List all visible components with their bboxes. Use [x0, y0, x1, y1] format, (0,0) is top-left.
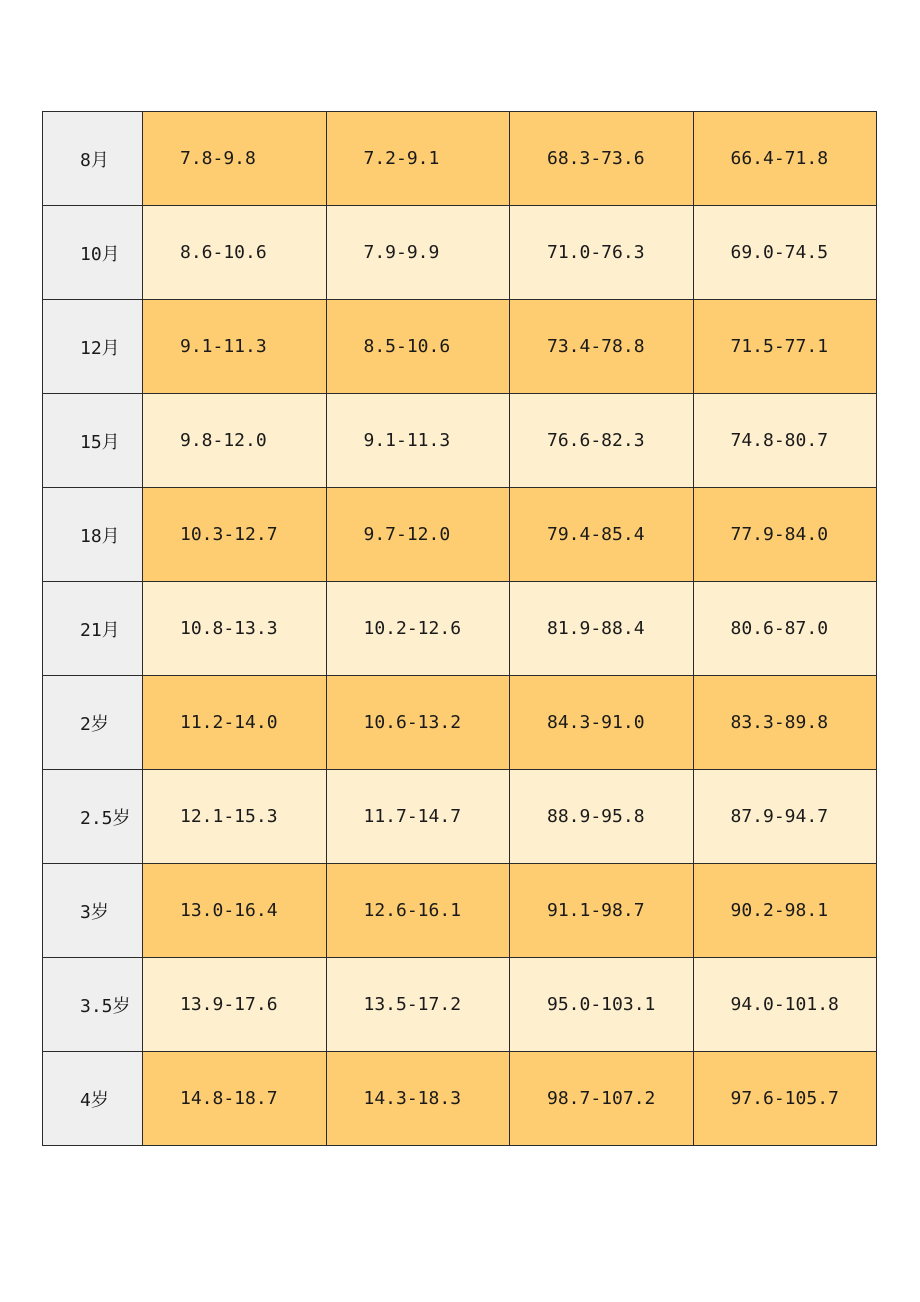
table-row — [43, 300, 877, 394]
value-cell: 9.8-12.0 — [143, 394, 327, 488]
value-cell: 87.9-94.7 — [693, 770, 877, 864]
age-cell: 10月 — [43, 206, 143, 300]
value-cell: 91.1-98.7 — [510, 864, 694, 958]
table-row — [43, 394, 877, 488]
value-cell: 10.6-13.2 — [326, 676, 510, 770]
age-cell: 18月 — [43, 488, 143, 582]
value-cell: 13.9-17.6 — [143, 958, 327, 1052]
table-row — [43, 582, 877, 676]
value-cell: 7.9-9.9 — [326, 206, 510, 300]
table-row — [43, 112, 877, 206]
value-cell: 14.8-18.7 — [143, 1052, 327, 1146]
value-cell: 98.7-107.2 — [510, 1052, 694, 1146]
age-cell: 3岁 — [43, 864, 143, 958]
value-cell: 79.4-85.4 — [510, 488, 694, 582]
value-cell: 12.1-15.3 — [143, 770, 327, 864]
age-cell: 2岁 — [43, 676, 143, 770]
table-row — [43, 770, 877, 864]
value-cell: 7.8-9.8 — [143, 112, 327, 206]
value-cell: 13.5-17.2 — [326, 958, 510, 1052]
value-cell: 66.4-71.8 — [693, 112, 877, 206]
age-cell: 21月 — [43, 582, 143, 676]
value-cell: 13.0-16.4 — [143, 864, 327, 958]
value-cell: 9.1-11.3 — [143, 300, 327, 394]
value-cell: 95.0-103.1 — [510, 958, 694, 1052]
value-cell: 71.0-76.3 — [510, 206, 694, 300]
value-cell: 84.3-91.0 — [510, 676, 694, 770]
value-cell: 11.7-14.7 — [326, 770, 510, 864]
value-cell: 8.5-10.6 — [326, 300, 510, 394]
value-cell: 97.6-105.7 — [693, 1052, 877, 1146]
table-row — [43, 958, 877, 1052]
value-cell: 8.6-10.6 — [143, 206, 327, 300]
table-body — [43, 112, 877, 1146]
table-row — [43, 488, 877, 582]
value-cell: 68.3-73.6 — [510, 112, 694, 206]
value-cell: 74.8-80.7 — [693, 394, 877, 488]
value-cell: 10.3-12.7 — [143, 488, 327, 582]
value-cell: 10.8-13.3 — [143, 582, 327, 676]
value-cell: 90.2-98.1 — [693, 864, 877, 958]
age-cell: 3.5岁 — [43, 958, 143, 1052]
value-cell: 80.6-87.0 — [693, 582, 877, 676]
age-cell: 4岁 — [43, 1052, 143, 1146]
value-cell: 12.6-16.1 — [326, 864, 510, 958]
table-row — [43, 206, 877, 300]
value-cell: 7.2-9.1 — [326, 112, 510, 206]
age-cell: 2.5岁 — [43, 770, 143, 864]
value-cell: 77.9-84.0 — [693, 488, 877, 582]
table-row — [43, 1052, 877, 1146]
value-cell: 69.0-74.5 — [693, 206, 877, 300]
value-cell: 81.9-88.4 — [510, 582, 694, 676]
table-row — [43, 864, 877, 958]
value-cell: 71.5-77.1 — [693, 300, 877, 394]
age-cell: 8月 — [43, 112, 143, 206]
value-cell: 9.7-12.0 — [326, 488, 510, 582]
value-cell: 14.3-18.3 — [326, 1052, 510, 1146]
table-row — [43, 676, 877, 770]
value-cell: 83.3-89.8 — [693, 676, 877, 770]
value-cell: 9.1-11.3 — [326, 394, 510, 488]
value-cell: 10.2-12.6 — [326, 582, 510, 676]
growth-standard-table — [42, 111, 877, 1146]
value-cell: 88.9-95.8 — [510, 770, 694, 864]
value-cell: 94.0-101.8 — [693, 958, 877, 1052]
value-cell: 11.2-14.0 — [143, 676, 327, 770]
value-cell: 76.6-82.3 — [510, 394, 694, 488]
age-cell: 12月 — [43, 300, 143, 394]
value-cell: 73.4-78.8 — [510, 300, 694, 394]
age-cell: 15月 — [43, 394, 143, 488]
